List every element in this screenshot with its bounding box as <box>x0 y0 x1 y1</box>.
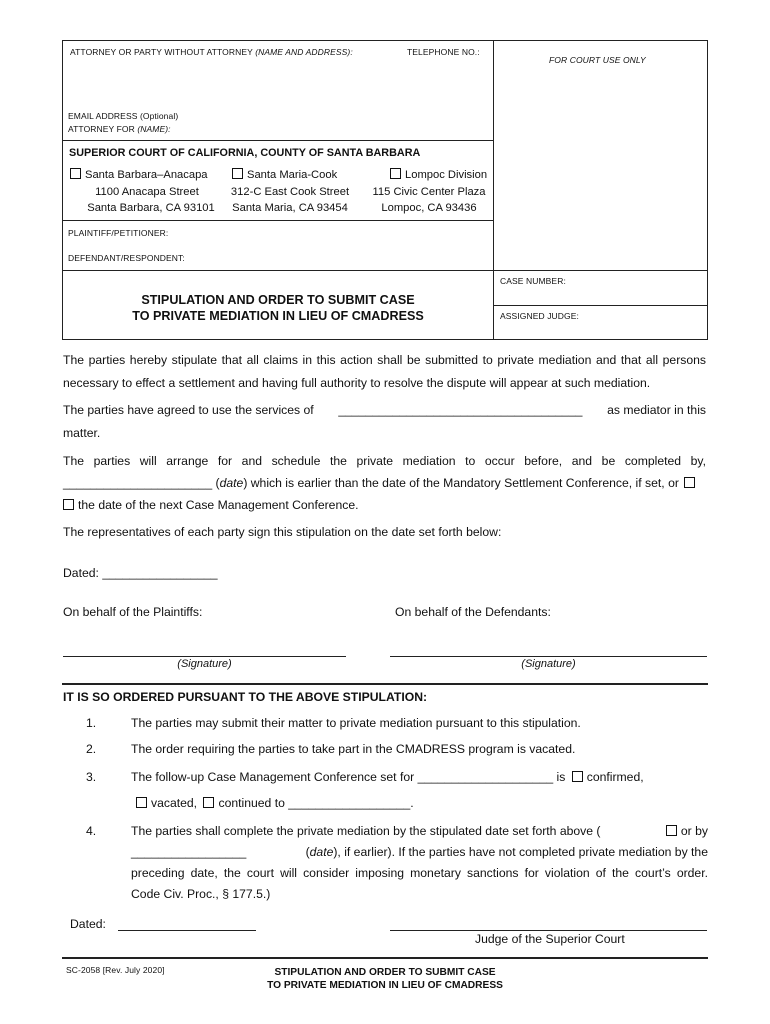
form-id: SC-2058 [Rev. July 2020] <box>66 965 165 975</box>
order-item-1: The parties may submit their matter to private mediation pursuant to this stipulation. <box>131 716 581 730</box>
lompoc-checkbox[interactable] <box>390 168 401 179</box>
order-item-4-line-4: Code Civ. Proc., § 177.5.) <box>131 887 271 901</box>
paragraph-3-line-3: the date of the next Case Management Conference. <box>63 494 359 516</box>
next-cmc-checkbox[interactable] <box>63 499 74 510</box>
dated-row: Dated: _________________ <box>63 566 218 580</box>
paragraph-1-line-1: The parties hereby stipulate that all claims in this action shall be submitted to private mediation and that all persons <box>63 353 706 367</box>
paragraph-4: The representatives of each party sign this stipulation on the date set forth below: <box>63 525 502 539</box>
order-item-3-num: 3. <box>86 770 97 784</box>
plaintiffs-label: On behalf of the Plaintiffs: <box>63 605 203 619</box>
court-use-box <box>493 40 708 271</box>
santa-barbara-checkbox[interactable] <box>70 168 81 179</box>
order-item-4-num: 4. <box>86 824 97 838</box>
earlier-date-field[interactable]: _________________ <box>131 845 247 859</box>
form-title: STIPULATION AND ORDER TO SUBMIT CASE TO PRIVATE MEDIATION IN LIEU OF CMADRESS <box>132 293 424 323</box>
assigned-judge-label: ASSIGNED JUDGE: <box>500 311 579 321</box>
location-lompoc[interactable]: Lompoc Division 115 Civic Center Plaza Lompoc, CA 93436 <box>372 169 488 214</box>
or-by-checkbox[interactable] <box>666 825 677 836</box>
order-dated-label: Dated: <box>70 917 106 931</box>
mandatory-settlement-checkbox[interactable] <box>684 477 695 488</box>
completion-date-field[interactable]: ______________________ <box>63 476 213 490</box>
defendant-label: DEFENDANT/RESPONDENT: <box>68 253 185 263</box>
confirmed-checkbox[interactable] <box>572 771 583 782</box>
telephone-label: TELEPHONE NO.: <box>407 47 480 57</box>
plaintiff-label: PLAINTIFF/PETITIONER: <box>68 228 169 238</box>
continued-date-field[interactable]: __________________ <box>288 796 411 810</box>
plaintiff-signature-caption: (Signature) <box>177 658 232 670</box>
order-item-1-num: 1. <box>86 716 97 730</box>
judge-label: Judge of the Superior Court <box>475 932 625 946</box>
location-santa-barbara[interactable]: Santa Barbara–Anacapa 1100 Anacapa Street Santa Barbara, CA 93101 <box>70 167 220 217</box>
defendant-signature-caption: (Signature) <box>521 658 576 670</box>
order-item-2-num: 2. <box>86 742 97 756</box>
paragraph-1-line-2: necessary to effect a settlement and having full authority to resolve the dispute will appear at such mediation. <box>63 376 651 390</box>
order-heading: IT IS SO ORDERED PURSUANT TO THE ABOVE STIPULATION: <box>63 690 428 704</box>
paragraph-2-end: matter. <box>63 426 101 440</box>
attorney-label: ATTORNEY OR PARTY WITHOUT ATTORNEY (NAME AND ADDRESS): <box>70 47 353 57</box>
continued-checkbox[interactable] <box>203 797 214 808</box>
cmc-date-field[interactable]: ____________________ <box>417 770 554 784</box>
mediator-field[interactable]: ____________________________________ <box>338 403 583 417</box>
case-number-label: CASE NUMBER: <box>500 276 566 286</box>
paragraph-3-line-1: The parties will arrange for and schedule the private mediation to occur before, and be completed by, <box>63 454 706 468</box>
court-use-label: FOR COURT USE ONLY <box>549 55 646 65</box>
defendant-signature-line[interactable] <box>390 656 707 657</box>
defendants-label: On behalf of the Defendants: <box>395 605 551 619</box>
order-item-2: The order requiring the parties to take part in the CMADRESS program is vacated. <box>131 742 576 756</box>
footer-title: STIPULATION AND ORDER TO SUBMIT CASE TO PRIVATE MEDIATION IN LIEU OF CMADRESS <box>267 967 503 991</box>
dated-field[interactable]: _________________ <box>102 566 218 580</box>
court-name: SUPERIOR COURT OF CALIFORNIA, COUNTY OF SANTA BARBARA <box>69 147 421 159</box>
order-divider <box>62 683 708 685</box>
vacated-checkbox[interactable] <box>136 797 147 808</box>
paragraph-3-line-2: ______________________ (date) which is earlier than the date of the Mandatory Settlement Conference, if set, or <box>63 472 708 494</box>
order-item-3-line-1: The follow-up Case Management Conference set for ____________________ is confirmed, <box>131 770 644 784</box>
location-santa-maria[interactable]: Santa Maria-Cook 312-C East Cook Street Santa Maria, CA 93454 <box>230 169 350 214</box>
email-label: EMAIL ADDRESS (Optional) <box>68 111 179 121</box>
paragraph-2: The parties have agreed to use the services of ____________________________________ as mediator in this <box>63 399 706 421</box>
footer-divider <box>62 957 708 959</box>
attorney-for-label: ATTORNEY FOR (NAME): <box>68 124 171 134</box>
santa-maria-checkbox[interactable] <box>232 168 243 179</box>
order-dated-line[interactable] <box>118 930 256 931</box>
order-item-4-line-3: preceding date, the court will consider imposing monetary sanctions for violation of the court’s order. <box>131 866 708 880</box>
order-item-3-line-2: vacated, continued to __________________. <box>136 792 414 814</box>
order-item-4-line-1: The parties shall complete the private mediation by the stipulated date set forth above ( or by <box>131 824 708 838</box>
plaintiff-signature-line[interactable] <box>63 656 346 657</box>
order-item-4-line-2: _________________ (date), if earlier). If the parties have not completed private mediation by the <box>131 841 708 863</box>
